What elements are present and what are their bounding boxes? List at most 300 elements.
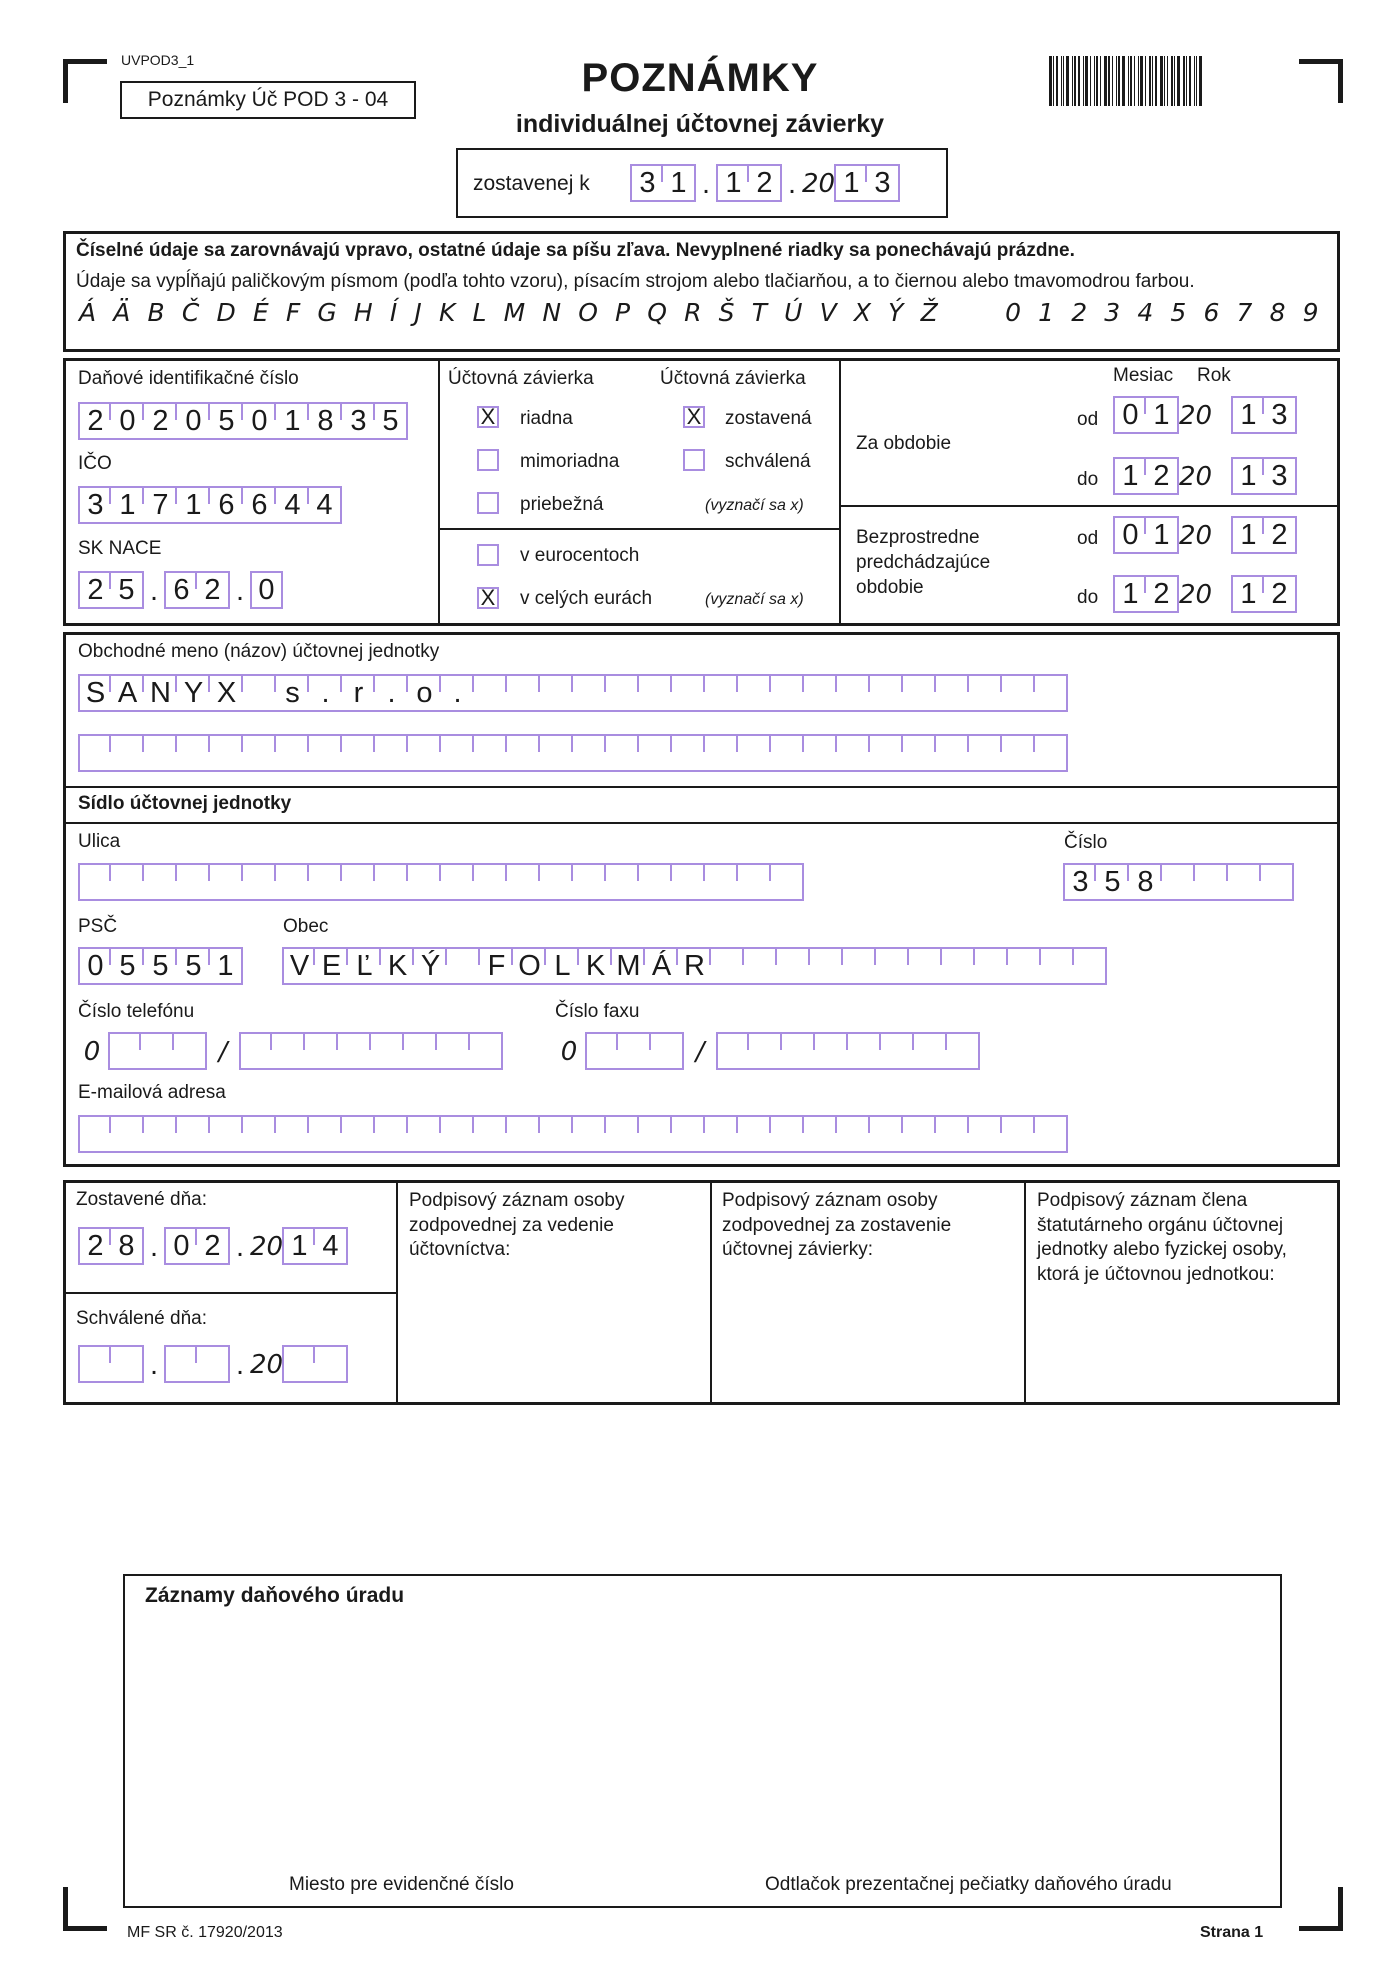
char-cell[interactable]: 2 <box>144 404 177 440</box>
char-cell[interactable] <box>177 865 210 901</box>
char-cell[interactable]: 5 <box>210 404 243 440</box>
char-cell[interactable]: 1 <box>1146 398 1179 434</box>
char-cell[interactable] <box>78 1117 111 1153</box>
char-cell[interactable]: 8 <box>309 404 342 440</box>
number-field[interactable] <box>1063 863 1294 901</box>
char-cell[interactable] <box>672 865 705 901</box>
char-cell[interactable] <box>540 1117 573 1153</box>
char-cell[interactable] <box>111 1117 144 1153</box>
char-cell[interactable]: 6 <box>243 488 276 524</box>
barcode-bar <box>1134 56 1135 106</box>
char-cell[interactable] <box>936 676 969 712</box>
char-cell[interactable] <box>903 676 936 712</box>
approved-on-label: Schválené dňa: <box>76 1308 207 1329</box>
char-cell[interactable] <box>639 676 672 712</box>
char-cell[interactable] <box>744 949 777 985</box>
char-cell[interactable]: 1 <box>1113 577 1146 613</box>
char-cell[interactable]: F <box>480 949 513 985</box>
checkbox-schvalena[interactable] <box>683 449 705 471</box>
compiled-date-field[interactable] <box>630 164 900 202</box>
psc-field[interactable] <box>78 947 243 985</box>
char-cell[interactable] <box>408 736 441 772</box>
checkbox-riadna[interactable]: X <box>477 406 499 428</box>
page-subtitle: individuálnej účtovnej závierky <box>515 110 885 138</box>
char-cell[interactable] <box>474 1117 507 1153</box>
char-cell[interactable] <box>771 736 804 772</box>
char-cell[interactable] <box>272 1034 305 1070</box>
char-cell[interactable] <box>282 1347 315 1383</box>
separator: 20 <box>250 1350 284 1380</box>
char-cell[interactable] <box>672 736 705 772</box>
char-cell[interactable]: O <box>513 949 546 985</box>
char-cell[interactable]: 1 <box>282 1229 315 1265</box>
char-cell[interactable] <box>108 1034 141 1070</box>
char-cell[interactable] <box>975 949 1008 985</box>
char-cell[interactable]: E <box>315 949 348 985</box>
char-cell[interactable]: o <box>408 676 441 712</box>
separator: 0 <box>83 1037 101 1067</box>
char-cell[interactable] <box>408 1117 441 1153</box>
char-cell[interactable] <box>573 1117 606 1153</box>
char-cell[interactable]: 2 <box>78 573 111 609</box>
char-cell[interactable] <box>177 1117 210 1153</box>
char-cell[interactable] <box>540 865 573 901</box>
char-cell[interactable]: 8 <box>1129 865 1162 901</box>
char-cell[interactable] <box>111 736 144 772</box>
char-cell[interactable] <box>903 1117 936 1153</box>
char-cell[interactable]: 1 <box>1231 577 1264 613</box>
option-label: mimoriadna <box>520 451 620 472</box>
char-cell[interactable] <box>507 736 540 772</box>
char-cell[interactable] <box>672 1117 705 1153</box>
char-cell[interactable]: 1 <box>1146 518 1179 554</box>
char-cell[interactable] <box>1035 1117 1068 1153</box>
char-cell[interactable] <box>1162 865 1195 901</box>
char-cell[interactable] <box>243 865 276 901</box>
char-cell[interactable] <box>210 736 243 772</box>
char-cell[interactable] <box>375 1117 408 1153</box>
separator: 20 <box>1179 580 1213 610</box>
to-label: do <box>1077 469 1099 490</box>
char-cell[interactable]: 2 <box>1146 459 1179 495</box>
char-cell[interactable] <box>881 1034 914 1070</box>
char-cell[interactable] <box>441 1117 474 1153</box>
barcode-bar <box>1083 56 1084 106</box>
barcode-bar <box>1167 56 1168 106</box>
barcode-bar <box>1096 56 1098 106</box>
char-cell[interactable]: 1 <box>111 488 144 524</box>
char-cell[interactable] <box>969 676 1002 712</box>
sample-glyph: Í <box>389 298 398 327</box>
barcode-bar <box>1186 56 1187 106</box>
char-cell[interactable]: 5 <box>111 949 144 985</box>
char-cell[interactable] <box>738 736 771 772</box>
char-cell[interactable] <box>837 676 870 712</box>
char-cell[interactable] <box>672 676 705 712</box>
char-cell[interactable]: Y <box>177 676 210 712</box>
char-cell[interactable] <box>408 865 441 901</box>
char-cell[interactable] <box>276 1117 309 1153</box>
char-cell[interactable]: 5 <box>144 949 177 985</box>
page-number: Strana 1 <box>1200 1924 1264 1941</box>
char-cell[interactable]: R <box>678 949 711 985</box>
char-cell[interactable]: 2 <box>1146 577 1179 613</box>
char-cell[interactable]: 2 <box>1264 577 1297 613</box>
char-cell[interactable] <box>639 1117 672 1153</box>
char-cell[interactable]: 8 <box>111 1229 144 1265</box>
char-cell[interactable]: 0 <box>250 573 283 609</box>
char-cell[interactable] <box>810 949 843 985</box>
char-cell[interactable] <box>738 676 771 712</box>
char-cell[interactable]: Á <box>645 949 678 985</box>
char-cell[interactable] <box>606 736 639 772</box>
char-cell[interactable] <box>1261 865 1294 901</box>
char-cell[interactable] <box>174 1034 207 1070</box>
char-cell[interactable] <box>371 1034 404 1070</box>
char-cell[interactable]: A <box>111 676 144 712</box>
char-cell[interactable] <box>507 1117 540 1153</box>
char-cell[interactable] <box>309 736 342 772</box>
char-cell[interactable] <box>1008 949 1041 985</box>
char-cell[interactable] <box>309 1117 342 1153</box>
divider <box>841 505 1338 507</box>
char-cell[interactable]: 3 <box>78 488 111 524</box>
char-cell[interactable]: 0 <box>243 404 276 440</box>
char-cell[interactable]: K <box>579 949 612 985</box>
statement-type-label: Účtovná závierka <box>448 368 594 389</box>
char-cell[interactable] <box>876 949 909 985</box>
char-cell[interactable] <box>815 1034 848 1070</box>
char-cell[interactable] <box>969 736 1002 772</box>
char-cell[interactable] <box>507 865 540 901</box>
char-cell[interactable] <box>771 1117 804 1153</box>
char-cell[interactable] <box>470 1034 503 1070</box>
char-cell[interactable] <box>969 1117 1002 1153</box>
char-cell[interactable] <box>141 1034 174 1070</box>
char-cell[interactable] <box>342 1117 375 1153</box>
separator: / <box>218 1037 228 1067</box>
char-cell[interactable] <box>771 676 804 712</box>
char-cell[interactable]: 6 <box>164 573 197 609</box>
char-cell[interactable]: 1 <box>276 404 309 440</box>
char-cell[interactable] <box>305 1034 338 1070</box>
char-cell[interactable] <box>1228 865 1261 901</box>
char-cell[interactable] <box>1195 865 1228 901</box>
char-cell[interactable] <box>437 1034 470 1070</box>
char-cell[interactable]: K <box>381 949 414 985</box>
barcode-bar <box>1145 56 1146 106</box>
char-cell[interactable] <box>1002 1117 1035 1153</box>
char-cell[interactable] <box>606 865 639 901</box>
char-cell[interactable] <box>474 865 507 901</box>
char-cell[interactable] <box>573 865 606 901</box>
barcode-bar <box>1138 56 1139 106</box>
char-cell[interactable] <box>914 1034 947 1070</box>
char-cell[interactable] <box>782 1034 815 1070</box>
sample-glyph: Ú <box>784 298 803 327</box>
sample-glyph: B <box>147 298 165 327</box>
char-cell[interactable]: L <box>546 949 579 985</box>
signature-accounting-label: Podpisový záznam osoby zodpovednej za vedenie účtovníctva: <box>409 1190 625 1261</box>
char-cell[interactable] <box>705 676 738 712</box>
char-cell[interactable] <box>239 1034 272 1070</box>
char-cell[interactable]: 0 <box>78 949 111 985</box>
nace-label: SK NACE <box>78 538 162 559</box>
checkbox-zostavena[interactable]: X <box>683 406 705 428</box>
current-from-field[interactable] <box>1113 396 1297 434</box>
previous-from-field[interactable] <box>1113 516 1297 554</box>
char-cell[interactable]: 0 <box>1113 518 1146 554</box>
char-cell[interactable] <box>315 1347 348 1383</box>
char-cell[interactable] <box>164 1347 197 1383</box>
barcode-bar <box>1152 56 1153 106</box>
divider <box>710 1182 712 1403</box>
form-name: Poznámky Úč POD 3 - 04 <box>120 81 416 119</box>
tax-office-box <box>123 1574 1282 1908</box>
char-cell[interactable]: 1 <box>834 166 867 202</box>
ico-field[interactable] <box>78 486 342 524</box>
char-cell[interactable] <box>870 1117 903 1153</box>
char-cell[interactable] <box>144 865 177 901</box>
char-cell[interactable] <box>144 736 177 772</box>
char-cell[interactable] <box>441 736 474 772</box>
char-cell[interactable] <box>243 1117 276 1153</box>
char-cell[interactable]: 1 <box>716 166 749 202</box>
char-cell[interactable] <box>197 1347 230 1383</box>
char-cell[interactable] <box>447 949 480 985</box>
char-cell[interactable] <box>375 736 408 772</box>
street-field[interactable] <box>78 863 804 901</box>
char-cell[interactable] <box>111 865 144 901</box>
char-cell[interactable] <box>705 865 738 901</box>
email-field[interactable] <box>78 1115 1068 1153</box>
divider <box>396 1182 398 1403</box>
char-cell[interactable]: 1 <box>1231 518 1264 554</box>
char-cell[interactable]: V <box>282 949 315 985</box>
char-cell[interactable]: 2 <box>749 166 782 202</box>
barcode-bar <box>1199 56 1202 106</box>
char-cell[interactable]: 1 <box>210 949 243 985</box>
current-to-field[interactable] <box>1113 457 1297 495</box>
char-cell[interactable] <box>573 736 606 772</box>
char-cell[interactable]: . <box>309 676 342 712</box>
char-cell[interactable] <box>771 865 804 901</box>
char-cell[interactable] <box>1041 949 1074 985</box>
char-cell[interactable]: . <box>441 676 474 712</box>
barcode-bar <box>1085 56 1088 106</box>
char-cell[interactable]: 2 <box>1264 518 1297 554</box>
char-cell[interactable]: 2 <box>197 573 230 609</box>
fax-field[interactable] <box>553 1032 980 1070</box>
char-cell[interactable] <box>870 736 903 772</box>
sample-glyph: 2 <box>1071 298 1088 327</box>
char-cell[interactable] <box>78 1347 111 1383</box>
char-cell[interactable] <box>474 676 507 712</box>
char-cell[interactable]: 1 <box>1113 459 1146 495</box>
char-cell[interactable]: 2 <box>197 1229 230 1265</box>
char-cell[interactable]: 3 <box>342 404 375 440</box>
char-cell[interactable] <box>749 1034 782 1070</box>
char-cell[interactable]: M <box>612 949 645 985</box>
char-cell[interactable] <box>738 1117 771 1153</box>
char-cell[interactable]: r <box>342 676 375 712</box>
char-cell[interactable] <box>804 676 837 712</box>
char-cell[interactable] <box>711 949 744 985</box>
char-cell[interactable] <box>777 949 810 985</box>
char-cell[interactable]: 3 <box>867 166 900 202</box>
char-cell[interactable]: 4 <box>315 1229 348 1265</box>
entity-name-line-2[interactable] <box>78 734 1068 772</box>
compiled-on-field[interactable] <box>78 1227 348 1265</box>
char-cell[interactable] <box>705 1117 738 1153</box>
char-cell[interactable]: . <box>375 676 408 712</box>
char-cell[interactable]: 1 <box>177 488 210 524</box>
char-cell[interactable]: Ľ <box>348 949 381 985</box>
char-cell[interactable] <box>474 736 507 772</box>
char-cell[interactable] <box>1035 736 1068 772</box>
char-cell[interactable]: 0 <box>177 404 210 440</box>
char-cell[interactable]: 3 <box>1264 459 1297 495</box>
char-cell[interactable] <box>375 865 408 901</box>
char-cell[interactable] <box>276 865 309 901</box>
char-cell[interactable] <box>243 736 276 772</box>
sample-glyph: 7 <box>1236 298 1253 327</box>
char-cell[interactable] <box>837 736 870 772</box>
char-cell[interactable]: N <box>144 676 177 712</box>
year-label: Rok <box>1197 365 1231 386</box>
char-cell[interactable] <box>639 865 672 901</box>
char-cell[interactable] <box>804 736 837 772</box>
char-cell[interactable] <box>573 676 606 712</box>
sample-glyph: 6 <box>1203 298 1220 327</box>
checkbox-priebezna[interactable] <box>477 492 499 514</box>
barcode-bar <box>1090 56 1091 106</box>
char-cell[interactable]: 4 <box>309 488 342 524</box>
char-cell[interactable] <box>848 1034 881 1070</box>
char-cell[interactable] <box>78 736 111 772</box>
char-cell[interactable] <box>1002 676 1035 712</box>
char-cell[interactable]: 5 <box>1096 865 1129 901</box>
separator: 20 <box>1179 401 1213 431</box>
char-cell[interactable]: 3 <box>630 166 663 202</box>
char-cell[interactable] <box>606 676 639 712</box>
char-cell[interactable]: 3 <box>1264 398 1297 434</box>
sample-glyph: G <box>317 298 337 327</box>
char-cell[interactable]: 5 <box>111 573 144 609</box>
checkbox-eurocenty[interactable] <box>477 544 499 566</box>
char-cell[interactable] <box>243 676 276 712</box>
char-cell[interactable] <box>585 1034 618 1070</box>
char-cell[interactable]: 1 <box>663 166 696 202</box>
char-cell[interactable]: 1 <box>1231 398 1264 434</box>
char-cell[interactable] <box>309 865 342 901</box>
char-cell[interactable] <box>606 1117 639 1153</box>
char-cell[interactable] <box>507 676 540 712</box>
char-cell[interactable]: 0 <box>111 404 144 440</box>
sample-glyph: F <box>285 298 301 327</box>
char-cell[interactable]: 2 <box>78 404 111 440</box>
char-cell[interactable] <box>651 1034 684 1070</box>
char-cell[interactable] <box>540 676 573 712</box>
barcode-bar <box>1149 56 1151 106</box>
char-cell[interactable] <box>210 865 243 901</box>
char-cell[interactable] <box>441 865 474 901</box>
char-cell[interactable] <box>837 1117 870 1153</box>
char-cell[interactable]: 5 <box>375 404 408 440</box>
barcode-bar <box>1140 56 1143 106</box>
char-cell[interactable]: Ý <box>414 949 447 985</box>
char-cell[interactable]: 0 <box>1113 398 1146 434</box>
separator: 20 <box>802 169 836 199</box>
char-cell[interactable] <box>177 736 210 772</box>
char-cell[interactable] <box>1074 949 1107 985</box>
char-cell[interactable] <box>1035 676 1068 712</box>
char-cell[interactable] <box>716 1034 749 1070</box>
char-cell[interactable] <box>804 1117 837 1153</box>
char-cell[interactable]: s <box>276 676 309 712</box>
approved-on-field[interactable] <box>78 1345 348 1383</box>
char-cell[interactable] <box>870 676 903 712</box>
char-cell[interactable] <box>738 865 771 901</box>
char-cell[interactable]: 3 <box>1063 865 1096 901</box>
char-cell[interactable] <box>936 736 969 772</box>
entity-name-line-1[interactable] <box>78 674 1068 712</box>
char-cell[interactable]: 5 <box>177 949 210 985</box>
char-cell[interactable]: 2 <box>78 1229 111 1265</box>
char-cell[interactable]: 4 <box>276 488 309 524</box>
char-cell[interactable] <box>144 1117 177 1153</box>
previous-period-label: predchádzajúce <box>856 552 991 573</box>
char-cell[interactable] <box>78 865 111 901</box>
nace-field[interactable] <box>78 571 283 609</box>
char-cell[interactable] <box>947 1034 980 1070</box>
char-cell[interactable]: S <box>78 676 111 712</box>
char-cell[interactable] <box>276 736 309 772</box>
current-period-label: Za obdobie <box>856 433 952 454</box>
divider <box>65 1292 396 1294</box>
char-cell[interactable] <box>404 1034 437 1070</box>
char-cell[interactable] <box>342 865 375 901</box>
checkbox-cele-eura[interactable]: X <box>477 587 499 609</box>
char-cell[interactable]: 1 <box>1231 459 1264 495</box>
phone-field[interactable] <box>76 1032 503 1070</box>
char-cell[interactable] <box>936 1117 969 1153</box>
char-cell[interactable] <box>1002 736 1035 772</box>
char-cell[interactable] <box>342 736 375 772</box>
char-cell[interactable] <box>210 1117 243 1153</box>
char-cell[interactable] <box>639 736 672 772</box>
option-label: schválená <box>725 451 811 472</box>
char-cell[interactable] <box>705 736 738 772</box>
char-cell[interactable]: 6 <box>210 488 243 524</box>
char-cell[interactable] <box>903 736 936 772</box>
char-cell[interactable] <box>618 1034 651 1070</box>
city-field[interactable] <box>282 947 1107 985</box>
char-cell[interactable] <box>540 736 573 772</box>
char-cell[interactable]: X <box>210 676 243 712</box>
char-cell[interactable]: 7 <box>144 488 177 524</box>
char-cell[interactable] <box>338 1034 371 1070</box>
char-cell[interactable] <box>111 1347 144 1383</box>
char-cell[interactable] <box>942 949 975 985</box>
previous-to-field[interactable] <box>1113 575 1297 613</box>
footer-reference: MF SR č. 17920/2013 <box>127 1924 283 1941</box>
dic-field[interactable] <box>78 402 408 440</box>
char-cell[interactable] <box>843 949 876 985</box>
char-cell[interactable] <box>909 949 942 985</box>
char-cell[interactable]: 0 <box>164 1229 197 1265</box>
checkbox-mimoriadna[interactable] <box>477 449 499 471</box>
